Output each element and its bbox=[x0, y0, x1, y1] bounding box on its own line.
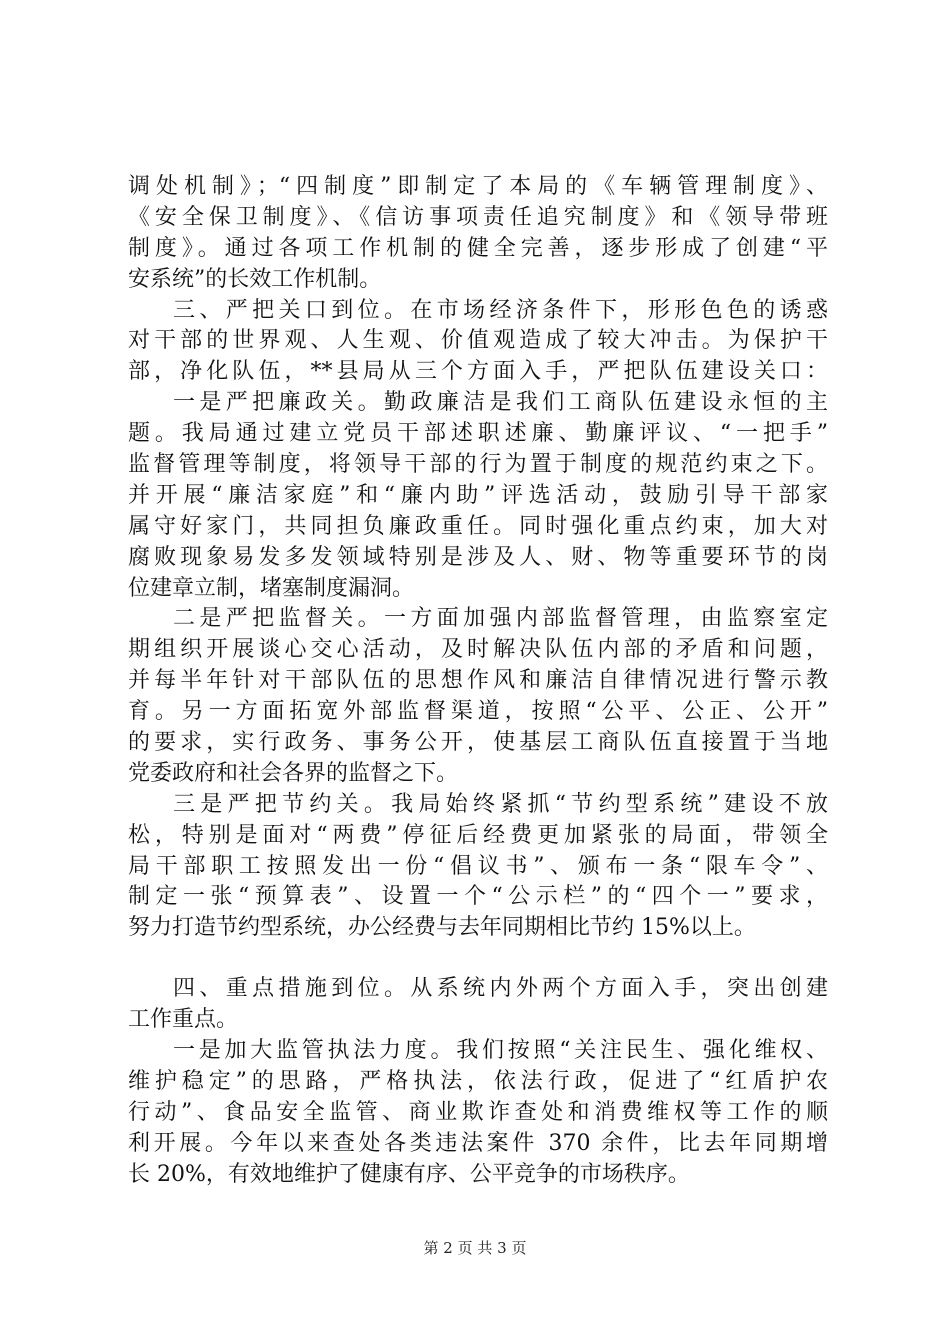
text-line: 维护稳定”的思路，严格执法，依法行政，促进了“红盾护农 bbox=[128, 1068, 828, 1094]
text-line: 部，净化队伍，**县局从三个方面入手，严把队伍建设关口： bbox=[128, 359, 828, 385]
text-line: 制定一张“预算表”、设置一个“公示栏”的“四个一”要求， bbox=[128, 884, 828, 910]
text-line: 行动”、食品安全监管、商业欺诈查处和消费维权等工作的顺 bbox=[128, 1099, 828, 1125]
text-line: 位建章立制，堵塞制度漏洞。 bbox=[128, 575, 415, 601]
text-line: 努力打造节约型系统，办公经费与去年同期相比节约 15%以上。 bbox=[128, 915, 756, 941]
section-heading-line: 四、重点措施到位。从系统内外两个方面入手，突出创建 bbox=[173, 976, 828, 1002]
paragraph-start-line: 三是严把节约关。我局始终紧抓“节约型系统”建设不放 bbox=[173, 791, 828, 817]
text-line: 对干部的世界观、人生观、价值观造成了较大冲击。为保护干 bbox=[128, 328, 828, 354]
document-body bbox=[128, 172, 828, 1191]
text-line: 松，特别是面对“两费”停征后经费更加紧张的局面，带领全 bbox=[128, 822, 828, 848]
paragraph-start-line: 一是加大监管执法力度。我们按照“关注民生、强化维权、 bbox=[173, 1038, 828, 1064]
text-line: 腐败现象易发多发领域特别是涉及人、财、物等重要环节的岗 bbox=[128, 544, 828, 570]
text-line: 监督管理等制度，将领导干部的行为置于制度的规范约束之下。 bbox=[128, 452, 828, 478]
text-line: 属守好家门，共同担负廉政重任。同时强化重点约束，加大对 bbox=[128, 513, 828, 539]
text-line: 党委政府和社会各界的监督之下。 bbox=[128, 760, 459, 786]
paragraph-gap bbox=[128, 944, 828, 974]
text-line: 并开展“廉洁家庭”和“廉内助”评选活动，鼓励引导干部家 bbox=[128, 482, 828, 508]
text-line: 《安全保卫制度》、《信访事项责任追究制度》和《领导带班 bbox=[128, 204, 828, 230]
text-line: 并每半年针对干部队伍的思想作风和廉洁自律情况进行警示教 bbox=[128, 668, 828, 694]
text-line: 的要求，实行政务、事务公开，使基层工商队伍直接置于当地 bbox=[128, 730, 828, 756]
page-number-footer: 第 2 页 共 3 页 bbox=[423, 1239, 527, 1257]
paragraph-start-line: 一是严把廉政关。勤政廉洁是我们工商队伍建设永恒的主 bbox=[173, 390, 828, 416]
section-heading-line: 三、严把关口到位。在市场经济条件下，形形色色的诱惑 bbox=[173, 297, 828, 323]
paragraph-start-line: 二是严把监督关。一方面加强内部监督管理，由监察室定 bbox=[173, 606, 828, 632]
text-line: 长 20%，有效地维护了健康有序、公平竞争的市场秩序。 bbox=[128, 1161, 690, 1187]
text-line: 调处机制》；“四制度”即制定了本局的《车辆管理制度》、 bbox=[128, 174, 828, 199]
text-line: 期组织开展谈心交心活动，及时解决队伍内部的矛盾和问题， bbox=[128, 637, 828, 663]
text-line: 育。另一方面拓宽外部监督渠道，按照“公平、公正、公开” bbox=[128, 699, 828, 725]
text-line: 工作重点。 bbox=[128, 1007, 239, 1033]
text-line: 利开展。今年以来查处各类违法案件 370 余件，比去年同期增 bbox=[128, 1130, 828, 1156]
text-line: 局干部职工按照发出一份“倡议书”、颁布一条“限车令”、 bbox=[128, 853, 828, 879]
text-line: 安系统”的长效工作机制。 bbox=[128, 266, 382, 292]
text-line: 制度》。通过各项工作机制的健全完善，逐步形成了创建“平 bbox=[128, 235, 828, 261]
text-line: 题。我局通过建立党员干部述职述廉、勤廉评议、“一把手” bbox=[128, 421, 828, 447]
